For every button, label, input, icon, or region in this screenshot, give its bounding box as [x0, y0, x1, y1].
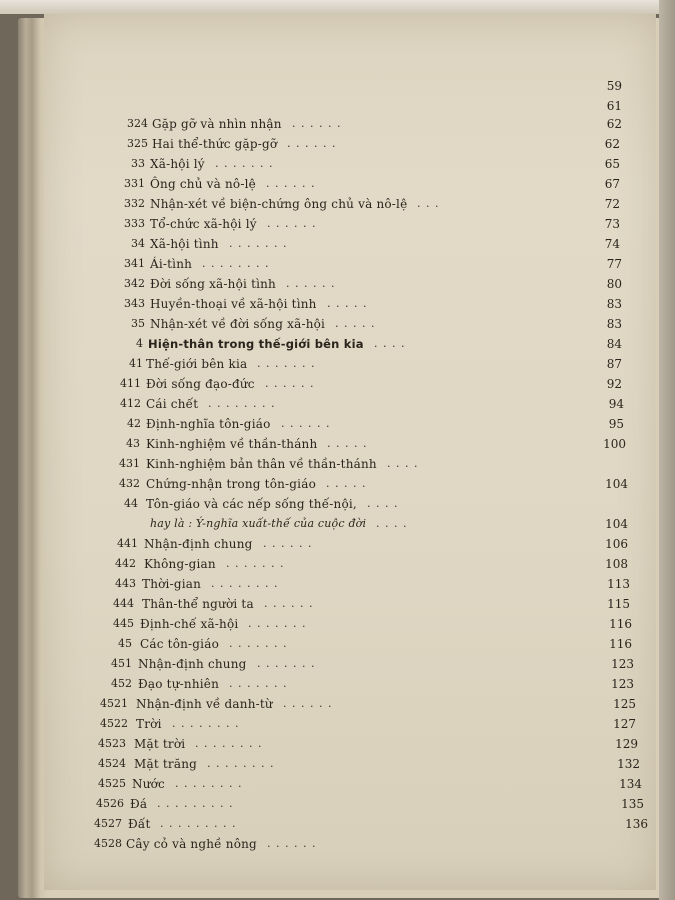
leader-dots: . . . . . . — [292, 117, 342, 130]
section-number: 325 — [127, 137, 148, 150]
page-number: 83 — [606, 317, 622, 331]
toc-entry — [0, 114, 675, 134]
entry-title: Nhận-định về danh-từ — [136, 697, 273, 711]
toc-entry — [0, 174, 675, 194]
leader-dots: . . . . . . . — [229, 637, 288, 650]
leader-dots: . . . . . . . — [229, 237, 288, 250]
section-number: 412 — [120, 397, 141, 410]
leader-dots: . . . . . — [327, 297, 368, 310]
entry-title: Định-chế xã-hội — [140, 617, 239, 631]
leader-dots: . . . . — [367, 497, 399, 510]
leader-dots: . . . . . . — [281, 417, 331, 430]
background-edge — [0, 0, 675, 14]
section-number: 4528 — [94, 837, 122, 850]
entry-title: Xã-hội tình — [150, 237, 219, 251]
toc-entry — [0, 134, 675, 154]
toc-entry — [0, 314, 675, 334]
page-number: 113 — [607, 577, 630, 591]
page-number: 72 — [604, 197, 620, 211]
leader-dots: . . . . . — [327, 437, 368, 450]
toc-entry — [0, 214, 675, 234]
entry-title: Gặp gỡ và nhìn nhận — [152, 117, 282, 131]
entry-title: Tổ-chức xã-hội lý — [150, 217, 257, 231]
entry-title: Đạo tự-nhiên — [138, 677, 220, 691]
entry-title: Xã-hội lý — [150, 157, 205, 171]
entry-title: Chứng-nhận trong tôn-giáo — [146, 477, 316, 491]
entry-title: Tôn-giáo và các nếp sống thế-nội, — [146, 497, 357, 511]
section-number: 4523 — [98, 737, 126, 750]
section-number: 431 — [119, 457, 140, 470]
section-number: 41 — [129, 357, 143, 370]
entry-title: Cái chết — [146, 397, 199, 411]
page-number: 129 — [615, 737, 638, 751]
leader-dots: . . . . . . — [263, 537, 313, 550]
toc-entry — [0, 494, 675, 514]
leader-dots: . . . . . . . — [226, 557, 285, 570]
leader-dots: . . . . . . . . . — [160, 817, 237, 830]
entry-title: Huyền-thoại về xã-hội tình — [150, 297, 317, 311]
entry-title: Các tôn-giáo — [140, 637, 219, 651]
toc-entry — [0, 394, 675, 414]
page-number: 74 — [604, 237, 620, 251]
page-number: 136 — [625, 817, 648, 831]
toc-entry — [0, 794, 675, 814]
entry-title: Đời sống đạo-đức — [146, 377, 255, 391]
section-number: 35 — [131, 317, 145, 330]
section-number: 432 — [119, 477, 140, 490]
toc-entry — [0, 594, 675, 614]
toc-entry — [0, 694, 675, 714]
section-number: 4522 — [100, 717, 128, 730]
page-number: 62 — [604, 137, 620, 151]
section-number: 342 — [124, 277, 145, 290]
page-number: 125 — [613, 697, 636, 711]
entry-title: Đời sống xã-hội tình — [150, 277, 276, 291]
entry-title: Hai thể-thức gặp-gỡ — [152, 137, 278, 151]
leader-dots: . . . . . . . — [248, 617, 307, 630]
leader-dots: . . . . . . — [283, 697, 333, 710]
entry-title: Nhận-định chung — [138, 657, 247, 671]
section-number: 42 — [127, 417, 141, 430]
leader-dots: . . . . . . . . — [207, 757, 275, 770]
page-number: 100 — [603, 437, 626, 451]
entry-title: Hiện-thân trong thế-giới bên kia — [148, 337, 364, 351]
toc-entry — [0, 154, 675, 174]
leader-dots: . . . . . . . . — [195, 737, 263, 750]
entry-title: Mặt trăng — [134, 757, 198, 771]
entry-title: Đá — [130, 797, 148, 811]
section-number: 45 — [118, 637, 132, 650]
toc-entry — [0, 554, 675, 574]
entry-title: Đất — [128, 817, 151, 831]
entry-title: Nhận-xét về đời sống xã-hội — [150, 317, 326, 331]
toc-entry — [0, 734, 675, 754]
page-number: 67 — [604, 177, 620, 191]
leader-dots: . . . . . . . — [257, 357, 316, 370]
lead-page-row — [0, 76, 675, 96]
leader-dots: . . . . . . — [264, 597, 314, 610]
toc-entry — [0, 294, 675, 314]
toc-entry — [0, 254, 675, 274]
section-number: 445 — [113, 617, 134, 630]
section-number: 34 — [131, 237, 145, 250]
leader-dots: . . . . — [374, 337, 406, 350]
leader-dots: . . . . . . . . — [172, 717, 240, 730]
page-number: 104 — [605, 477, 628, 491]
section-number: 332 — [124, 197, 145, 210]
section-number: 451 — [111, 657, 132, 670]
entry-title: Thời-gian — [142, 577, 202, 591]
page-number: 92 — [606, 377, 622, 391]
toc-entry — [0, 614, 675, 634]
toc-entry — [0, 454, 675, 474]
entry-title: Cây cỏ và nghề nông — [126, 837, 257, 851]
toc-entry — [0, 274, 675, 294]
page-number: 127 — [613, 717, 636, 731]
page-number: 116 — [609, 617, 632, 631]
page-number: 77 — [606, 257, 622, 271]
page-number: 73 — [604, 217, 620, 231]
toc-entry — [0, 474, 675, 494]
entry-title: Nhận-định chung — [144, 537, 253, 551]
page-number: 123 — [611, 657, 634, 671]
page-number: 87 — [606, 357, 622, 371]
section-number: 4526 — [96, 797, 124, 810]
page-number: 59 — [606, 79, 622, 93]
section-number: 4525 — [98, 777, 126, 790]
page-number: 116 — [609, 637, 632, 651]
page-number: 61 — [606, 99, 622, 113]
page-number: 95 — [608, 417, 624, 431]
toc-entry — [0, 534, 675, 554]
section-number: 411 — [120, 377, 141, 390]
leader-dots: . . . — [417, 197, 440, 210]
section-number: 444 — [113, 597, 134, 610]
leader-dots: . . . . . — [326, 477, 367, 490]
section-number: 443 — [115, 577, 136, 590]
entry-title: Thế-giới bên kia — [146, 357, 248, 371]
toc-entry — [0, 334, 675, 354]
section-number: 331 — [124, 177, 145, 190]
entry-title: Kinh-nghiệm về thần-thánh — [146, 437, 318, 451]
leader-dots: . . . . . . . . — [211, 577, 279, 590]
leader-dots: . . . . . . . . — [202, 257, 270, 270]
section-number: 324 — [127, 117, 148, 130]
section-number: 343 — [124, 297, 145, 310]
entry-title: Thân-thể người ta — [142, 597, 254, 611]
entry-title: Ông chủ và nô-lệ — [150, 177, 256, 191]
toc-entry — [0, 754, 675, 774]
page-number: 80 — [606, 277, 622, 291]
leader-dots: . . . . . . — [267, 217, 317, 230]
page-number: 115 — [607, 597, 630, 611]
toc-entry — [0, 654, 675, 674]
section-number: 452 — [111, 677, 132, 690]
page-number: 132 — [617, 757, 640, 771]
page-number: 62 — [606, 117, 622, 131]
section-number: 441 — [117, 537, 138, 550]
leader-dots: . . . . . . . — [215, 157, 274, 170]
leader-dots: . . . . — [376, 517, 408, 530]
page-number: 94 — [608, 397, 624, 411]
entry-title: Định-nghĩa tôn-giáo — [146, 417, 271, 431]
section-number: 4521 — [100, 697, 128, 710]
page-number: 135 — [621, 797, 644, 811]
section-number: 4527 — [94, 817, 122, 830]
page-number: 134 — [619, 777, 642, 791]
section-number: 341 — [124, 257, 145, 270]
toc-entry — [0, 574, 675, 594]
toc-entry — [0, 834, 675, 854]
toc-entry — [0, 234, 675, 254]
toc-entry — [0, 514, 675, 534]
section-number: 333 — [124, 217, 145, 230]
page-number: 104 — [605, 517, 628, 531]
leader-dots: . . . . . . . . . — [157, 797, 234, 810]
section-number: 442 — [115, 557, 136, 570]
leader-dots: . . . . . . . — [229, 677, 288, 690]
leader-dots: . . . . . . — [266, 177, 316, 190]
leader-dots: . . . . . . — [267, 837, 317, 850]
leader-dots: . . . . . . — [265, 377, 315, 390]
toc-entry — [0, 414, 675, 434]
leader-dots: . . . . . . . — [257, 657, 316, 670]
page-number: 106 — [605, 537, 628, 551]
leader-dots: . . . . . — [335, 317, 376, 330]
leader-dots: . . . . . . . . — [175, 777, 243, 790]
leader-dots: . . . . — [387, 457, 419, 470]
section-number: 4524 — [98, 757, 126, 770]
toc-entry — [0, 434, 675, 454]
entry-title: Mặt trời — [134, 737, 186, 751]
section-number: 43 — [126, 437, 140, 450]
leader-dots: . . . . . . — [287, 137, 337, 150]
toc-entry — [0, 634, 675, 654]
section-number: 44 — [124, 497, 138, 510]
page-number: 65 — [604, 157, 620, 171]
entry-title: hay là : Ý-nghĩa xuất-thế của cuộc đời — [150, 517, 367, 530]
toc-entry — [0, 714, 675, 734]
entry-title: Trời — [136, 717, 162, 731]
page-number: 123 — [611, 677, 634, 691]
toc-entry — [0, 354, 675, 374]
toc-entry — [0, 774, 675, 794]
entry-title: Không-gian — [144, 557, 216, 571]
leader-dots: . . . . . . — [286, 277, 336, 290]
entry-title: Ái-tình — [150, 257, 193, 271]
page-number: 84 — [606, 337, 622, 351]
toc-entry — [0, 674, 675, 694]
page-number: 108 — [605, 557, 628, 571]
entry-title: Kinh-nghiệm bản thân về thần-thánh — [146, 457, 377, 471]
toc-entry — [0, 814, 675, 834]
section-number: 4 — [136, 337, 143, 350]
section-number: 33 — [131, 157, 145, 170]
entry-title: Nhận-xét về biện-chứng ông chủ và nô-lệ — [150, 197, 408, 211]
toc-entry — [0, 194, 675, 214]
page-number: 83 — [606, 297, 622, 311]
toc-entry — [0, 374, 675, 394]
lead-page-row — [0, 96, 675, 116]
entry-title: Nước — [132, 777, 165, 791]
leader-dots: . . . . . . . . — [208, 397, 276, 410]
